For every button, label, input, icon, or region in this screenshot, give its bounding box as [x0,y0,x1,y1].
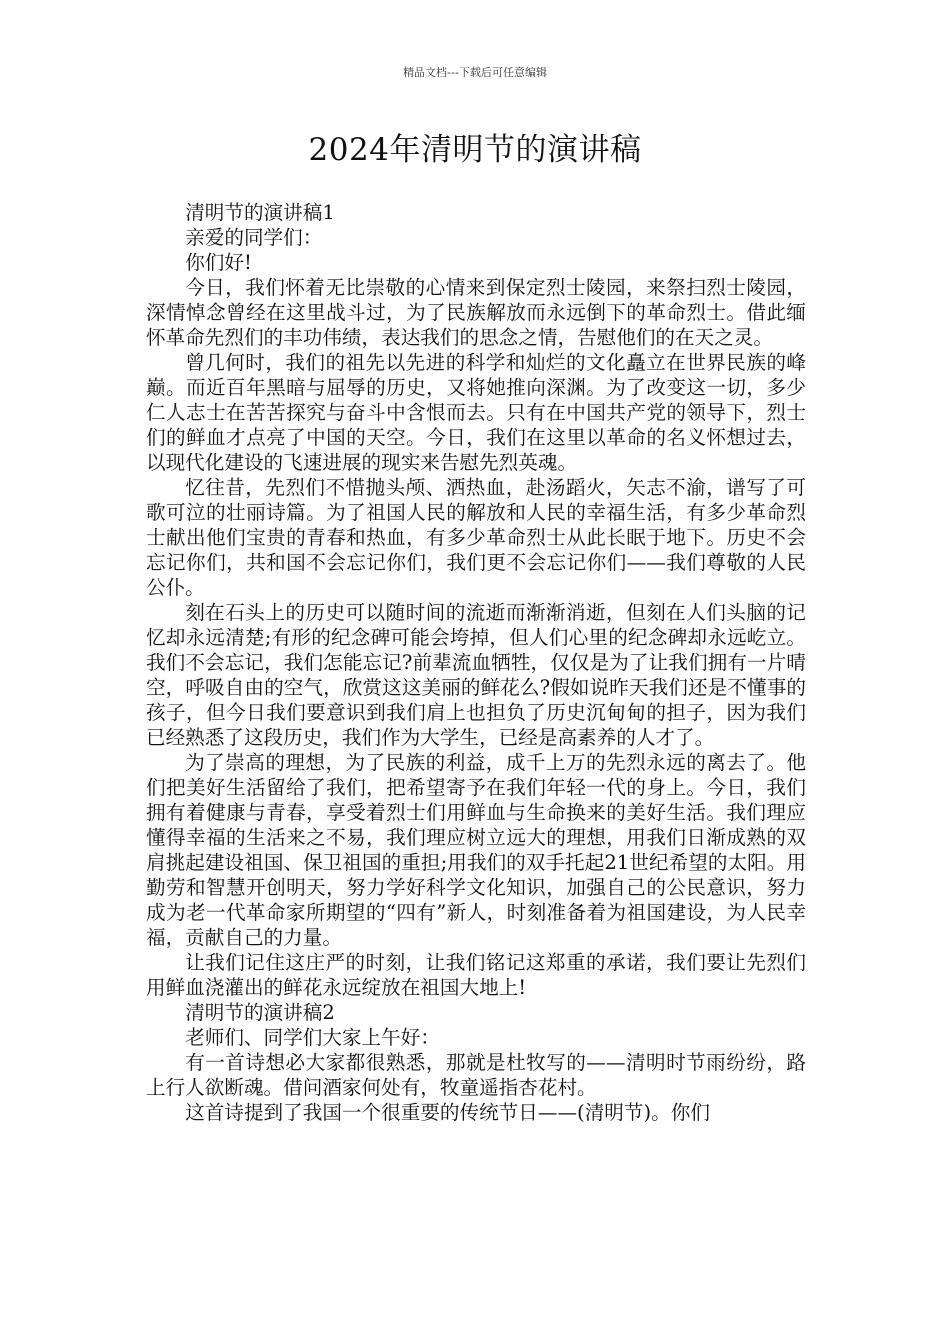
greeting: 你们好! [185,251,252,274]
paragraph: 让我们记住这庄严的时刻，让我们铭记这郑重的承诺，我们要让先烈们用鲜血浇灌出的鲜花永远绽放在祖国大地上! [146,951,806,999]
paragraph: 这首诗提到了我国一个很重要的传统节日——(清明节)。你们 [185,1101,710,1124]
page-header-note: 精品文档---下载后可任意编辑 [403,66,547,79]
paragraph: 为了崇高的理想，为了民族的利益，成千上万的先烈永远的离去了。他们把美好生活留给了我们，把希望寄予在我们年轻一代的身上。今日，我们拥有着健康与青春，享受着烈士们用鲜血与生命换来的美好生活。我们理应懂得幸福的生活来之不易，我们理应树立远大的理想，用我们日渐成熟的双肩挑起建设祖国、保卫祖国的重担;用我们的双手托起21世纪希望的太阳。用勤劳和智慧开创明天，努力学好科学文化知识，加强自己的公民意识，努力成为老一代革命家所期望的“四有”新人，时刻准备着为祖国建设，为人民幸福，贡献自己的力量。 [146,751,806,949]
paragraph: 有一首诗想必大家都很熟悉，那就是杜牧写的——清明时节雨纷纷，路上行人欲断魂。借问酒家何处有，牧童遥指杏花村。 [146,1051,806,1099]
paragraph: 曾几何时，我们的祖先以先进的科学和灿烂的文化矗立在世界民族的峰巅。而近百年黑暗与屈辱的历史，又将她推向深渊。为了改变这一切，多少仁人志士在苦苦探究与奋斗中含恨而去。只有在中国共产党的领导下，烈士们的鲜血才点亮了中国的天空。今日，我们在这里以革命的名义怀想过去，以现代化建设的飞速进展的现实来告慰先烈英魂。 [146,351,806,474]
speech-1-heading: 清明节的演讲稿1 [185,201,335,224]
salutation: 亲爱的同学们： [185,226,323,249]
speech-2-heading: 清明节的演讲稿2 [185,1001,335,1024]
paragraph: 今日，我们怀着无比崇敬的心情来到保定烈士陵园，来祭扫烈士陵园，深情悼念曾经在这里战斗过，为了民族解放而永远倒下的革命烈士。借此缅怀革命先烈们的丰功伟绩，表达我们的思念之情，告慰他们的在天之灵。 [146,276,806,349]
paragraph: 刻在石头上的历史可以随时间的流逝而渐渐消逝，但刻在人们头脑的记忆却永远清楚;有形的纪念碑可能会垮掉，但人们心里的纪念碑却永远屹立。我们不会忘记，我们怎能忘记?前辈流血牺牲，仅仅是为了让我们拥有一片晴空，呼吸自由的空气，欣赏这这美丽的鲜花么?假如说昨天我们还是不懂事的孩子，但今日我们要意识到我们肩上也担负了历史沉甸甸的担子，因为我们已经熟悉了这段历史，我们作为大学生，已经是高素养的人才了。 [146,601,806,749]
document-title: 2024年清明节的演讲稿 [308,132,642,168]
salutation: 老师们、同学们大家上午好： [185,1026,440,1049]
paragraph: 忆往昔，先烈们不惜抛头颅、洒热血，赴汤蹈火，矢志不渝，谱写了可歌可泣的壮丽诗篇。为了祖国人民的解放和人民的幸福生活，有多少革命烈士献出他们宝贵的青春和热血，有多少革命烈士从此长眠于地下。历史不会忘记你们，共和国不会忘记你们，我们更不会忘记你们——我们尊敬的人民公仆。 [146,476,806,599]
document-body [146,200,806,1125]
